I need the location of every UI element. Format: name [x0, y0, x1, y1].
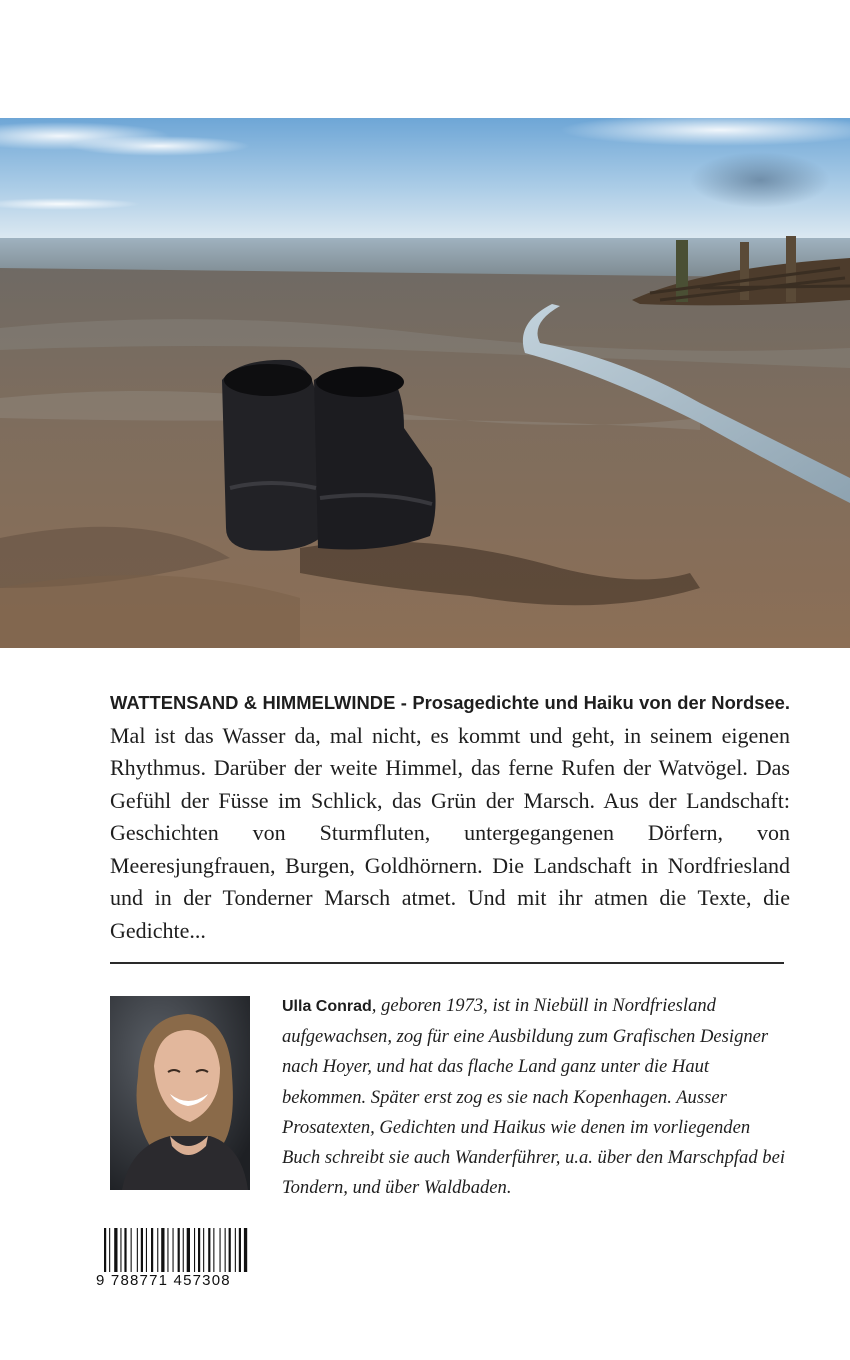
barcode-bar [203, 1228, 204, 1272]
barcode-icon [94, 1228, 254, 1300]
barcode-bar [104, 1228, 106, 1272]
barcode-bar [173, 1228, 174, 1272]
barcode-bar [178, 1228, 180, 1272]
barcode-bar [167, 1228, 168, 1272]
barcode-bar [137, 1228, 138, 1272]
barcode-bar [124, 1228, 126, 1272]
barcode-bar [114, 1228, 117, 1272]
barcode-bar [239, 1228, 241, 1272]
barcode-bar [213, 1228, 214, 1272]
author-bio [282, 991, 790, 1203]
barcode-bar [161, 1228, 164, 1272]
barcode-bar [208, 1228, 210, 1272]
blurb-body: Mal ist das Wasser da, mal nicht, es kommt und geht, in seinem eigenen Rhythmus. Darüber der weite Himmel, das ferne Rufen der Watvögel. Das Gefühl der Füsse im Schlick, das Grün der Marsch. Aus der Landschaft: Geschichten von Sturmfluten, untergegangenen Dörfern, von Meeresjungfrauen, Burgen, Goldhörnern. Die Landschaft in Nordfriesland und in der Tonderner Marsch atmet. Und mit ihr atmen die Texte, die Gedichte... [110, 722, 790, 943]
barcode-bar [194, 1228, 195, 1272]
barcode-bar [131, 1228, 132, 1272]
cloud [690, 152, 830, 208]
author-bio-text: , geboren 1973, ist in Niebüll in Nordfriesland aufgewachsen, zog für eine Ausbildung zum Grafischen Designer nach Hoyer, und hat das flache Land ganz unter die Haut bekommen. Später erst zog es sie nach Kopenhagen. Ausser Prosatexten, Gedichten und Haikus wie denen im vorliegenden Buch schreibt sie auch Wanderführer, u.a. über den Marschpfad bei Tondern, und über Waldbaden. [282, 995, 785, 1199]
left-boot [222, 360, 320, 551]
barcode-bar [235, 1228, 236, 1272]
barcode-bar [229, 1228, 231, 1272]
cover-photo [0, 118, 850, 648]
barcode-bar [109, 1228, 110, 1272]
blurb-lead: WATTENSAND & HIMMELWINDE - Prosagedichte und Haiku von der Nordsee. [110, 692, 790, 713]
barcode-bar [244, 1228, 247, 1272]
isbn-digits: 9 788771 457308 [94, 1272, 256, 1289]
barcode-bar [187, 1228, 190, 1272]
barcode-bar [225, 1228, 226, 1272]
barcode-bar [220, 1228, 221, 1272]
book-blurb [110, 686, 790, 947]
barcode-bar [183, 1228, 184, 1272]
author-name: Ulla Conrad [282, 998, 372, 1015]
barcode-bar [141, 1228, 143, 1272]
barcode-bar [146, 1228, 147, 1272]
divider [110, 962, 784, 964]
barcode-bar [157, 1228, 158, 1272]
barcode-bar [198, 1228, 200, 1272]
author-portrait [110, 996, 250, 1190]
barcode-bar [151, 1228, 153, 1272]
barcode-bar [120, 1228, 121, 1272]
cloud [70, 136, 250, 156]
